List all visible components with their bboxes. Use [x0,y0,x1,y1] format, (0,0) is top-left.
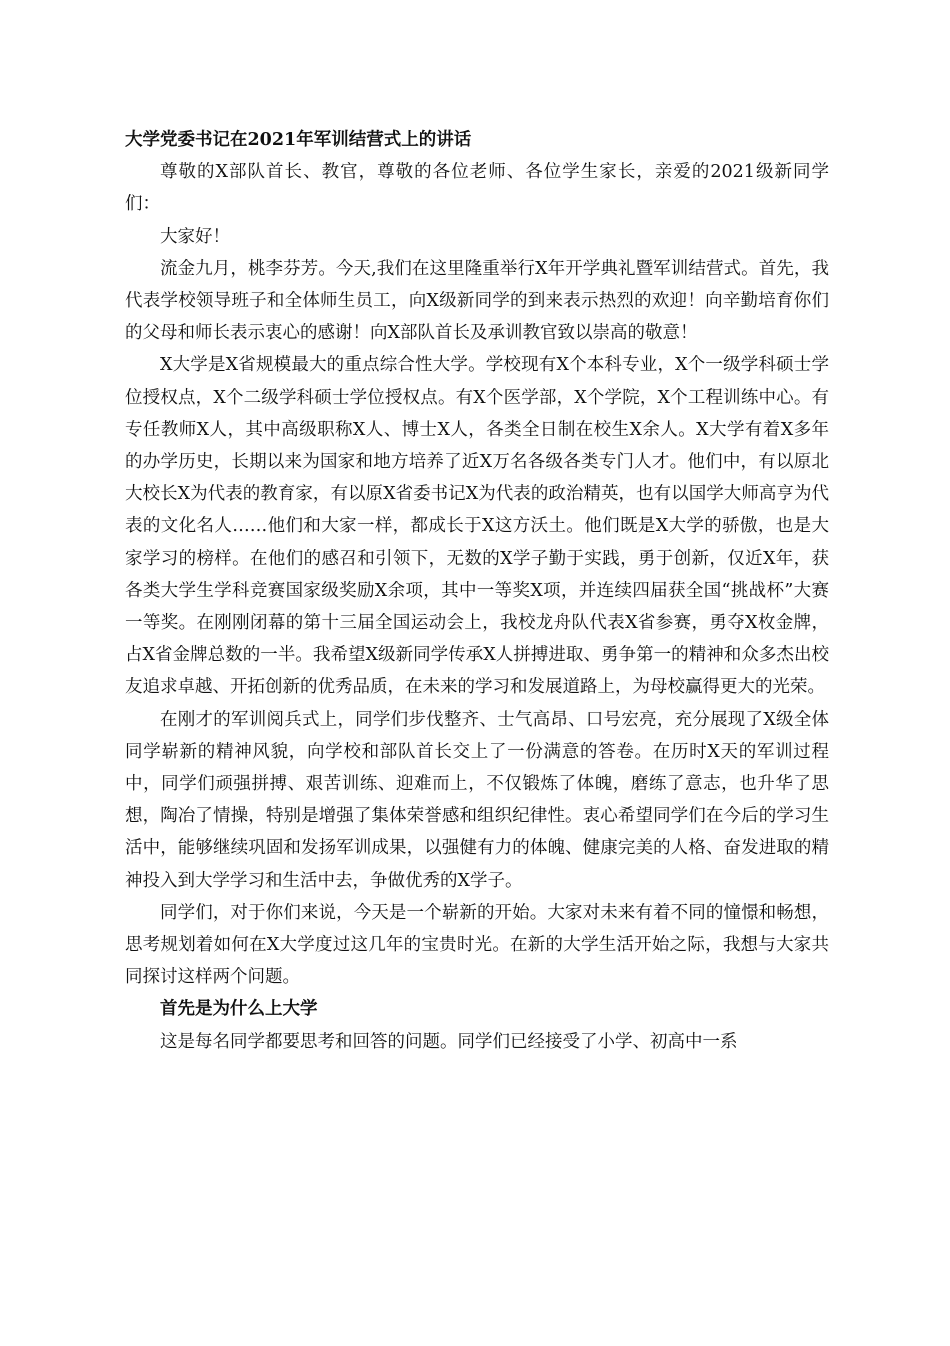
salutation-paragraph: 大家好！ [160,226,230,247]
body-paragraph: 在刚才的军训阅兵式上，同学们步伐整齐、士气高昂、口号宏亮，充分展现了X级全体同学崭新的精神风貌，向学校和部队首长交上了一份满意的答卷。在历时X天的军训过程中，同学们顽强拼搏、艰苦训练、迎难而上，不仅锻炼了体魄，磨练了意志，也升华了思想，陶冶了情操，特别是增强了集体荣誉感和组织纪律性。衷心希望同学们在今后的学习生活中，能够继续巩固和发扬军训成果，以强健有力的体魄、健康完美的人格、奋发进取的精神投入到大学学习和生活中去，争做优秀的X学子。 [125,709,829,891]
document-page [125,124,829,1058]
section-paragraph: 这是每名同学都要思考和回答的问题。同学们已经接受了小学、初高中一系 [160,1031,738,1052]
greeting-paragraph: 尊敬的X部队首长、教官，尊敬的各位老师、各位学生家长，亲爱的2021级新同学们： [125,162,829,215]
body-paragraph: 流金九月，桃李芬芳。今天,我们在这里隆重举行X年开学典礼暨军训结营式。首先，我代表学校领导班子和全体师生员工，向X级新同学的到来表示热烈的欢迎！向辛勤培育你们的父母和师长表示衷心的感谢！向X部队首长及承训教官致以崇高的敬意！ [125,258,829,344]
body-paragraph: X大学是X省规模最大的重点综合性大学。学校现有X个本科专业，X个一级学科硕士学位授权点，X个二级学科硕士学位授权点。有X个医学部，X个学院，X个工程训练中心。有专任教师X人，其中高级职称X人、博士X人，各类全日制在校生X余人。X大学有着X多年的办学历史，长期以来为国家和地方培养了近X万名各级各类专门人才。他们中，有以原北大校长X为代表的教育家，有以原X省委书记X为代表的政治精英，也有以国学大师高亨为代表的文化名人……他们和大家一样，都成长于X这方沃土。他们既是X大学的骄傲，也是大家学习的榜样。在他们的感召和引领下，无数的X学子勤于实践，勇于创新，仅近X年，获各类大学生学科竞赛国家级奖励X余项，其中一等奖X项，并连续四届获全国“挑战杯”大赛一等奖。在刚刚闭幕的第十三届全国运动会上，我校龙舟队代表X省参赛，勇夺X枚金牌，占X省金牌总数的一半。我希望X级新同学传承X人拼搏进取、勇争第一的精神和众多杰出校友追求卓越、开拓创新的优秀品质，在未来的学习和发展道路上，为母校赢得更大的光荣。 [125,355,829,698]
section-heading: 首先是为什么上大学 [160,999,318,1020]
document-title: 大学党委书记在2021年军训结营式上的讲话 [125,130,472,150]
body-paragraph: 同学们，对于你们来说，今天是一个崭新的开始。大家对未来有着不同的憧憬和畅想，思考规划着如何在X大学度过这几年的宝贵时光。在新的大学生活开始之际，我想与大家共同探讨这样两个问题。 [125,902,829,988]
